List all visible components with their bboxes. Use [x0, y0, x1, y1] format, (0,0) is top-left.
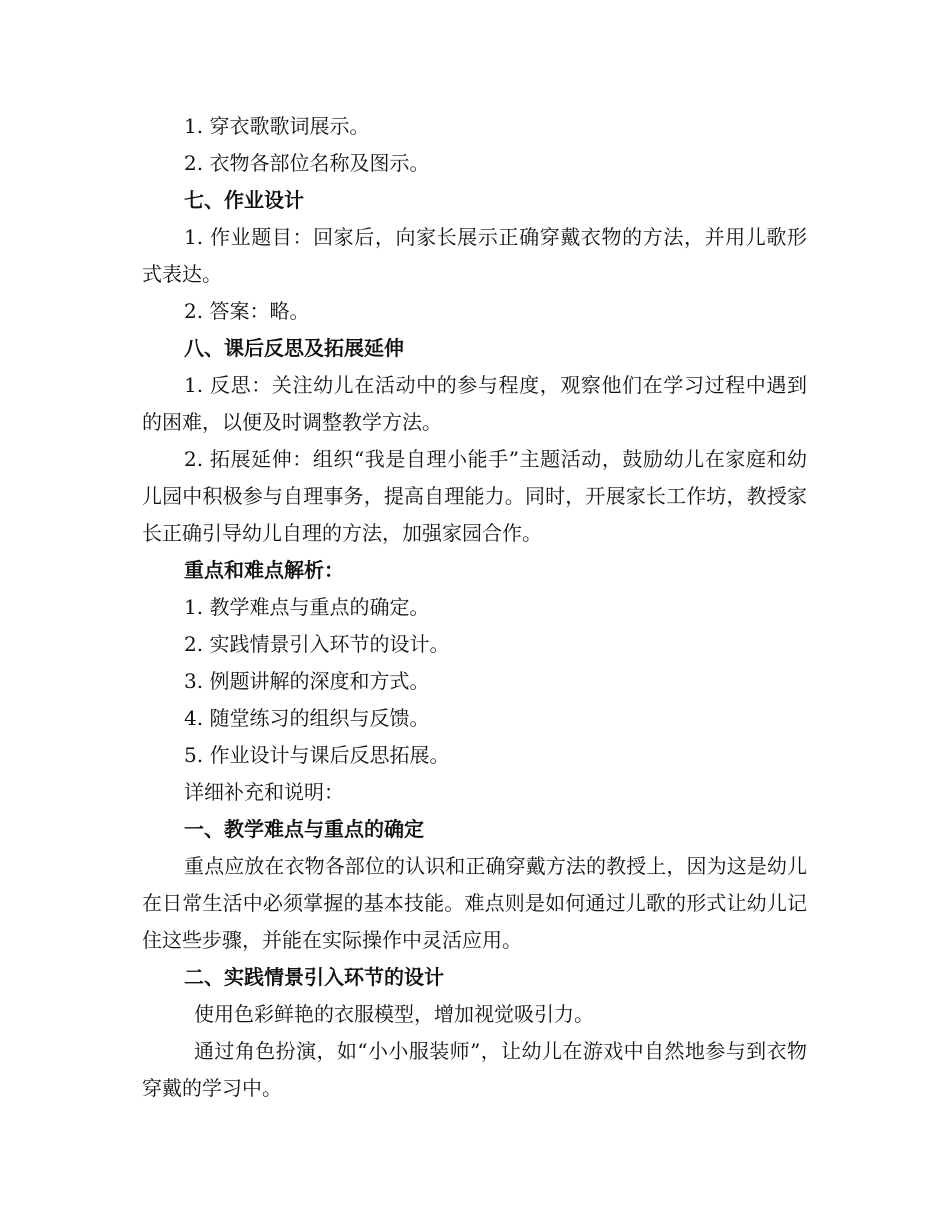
- list-item: 2. 实践情景引入环节的设计。: [184, 632, 450, 656]
- list-item: 1. 教学难点与重点的确定。: [184, 595, 430, 619]
- section-heading: 一、教学难点与重点的确定: [184, 817, 424, 841]
- section-heading: 重点和难点解析：: [184, 558, 344, 582]
- paragraph: 使用色彩鲜艳的衣服模型，增加视觉吸引力。: [194, 1002, 594, 1026]
- list-item: 5. 作业设计与课后反思拓展。: [184, 743, 450, 767]
- list-item: 2. 拓展延伸：组织“我是自理小能手”主题活动，鼓励幼儿在家庭和幼儿园中积极参与自理事务，提高自理能力。同时，开展家长工作坊，教授家长正确引导幼儿自理的方法，加强家园合作。: [142, 447, 807, 545]
- list-item: 2. 答案：略。: [184, 299, 310, 323]
- list-item: 1. 作业题目：回家后，向家长展示正确穿戴衣物的方法，并用儿歌形式表达。: [142, 225, 807, 286]
- document-body: [142, 108, 807, 1107]
- list-item: 4. 随堂练习的组织与反馈。: [184, 706, 430, 730]
- list-item: 3. 例题讲解的深度和方式。: [184, 669, 430, 693]
- section-heading: 八、课后反思及拓展延伸: [184, 336, 404, 360]
- section-heading: 二、实践情景引入环节的设计: [184, 965, 444, 989]
- paragraph: 详细补充和说明：: [184, 780, 344, 804]
- list-item: 1. 穿衣歌歌词展示。: [184, 114, 370, 138]
- paragraph: 通过角色扮演，如“小小服装师”，让幼儿在游戏中自然地参与到衣物穿戴的学习中。: [142, 1039, 807, 1100]
- list-item: 2. 衣物各部位名称及图示。: [184, 151, 430, 175]
- paragraph: 重点应放在衣物各部位的认识和正确穿戴方法的教授上，因为这是幼儿在日常生活中必须掌握的基本技能。难点则是如何通过儿歌的形式让幼儿记住这些步骤，并能在实际操作中灵活应用。: [142, 854, 807, 952]
- section-heading: 七、作业设计: [184, 188, 304, 212]
- list-item: 1. 反思：关注幼儿在活动中的参与程度，观察他们在学习过程中遇到的困难，以便及时调整教学方法。: [142, 373, 807, 434]
